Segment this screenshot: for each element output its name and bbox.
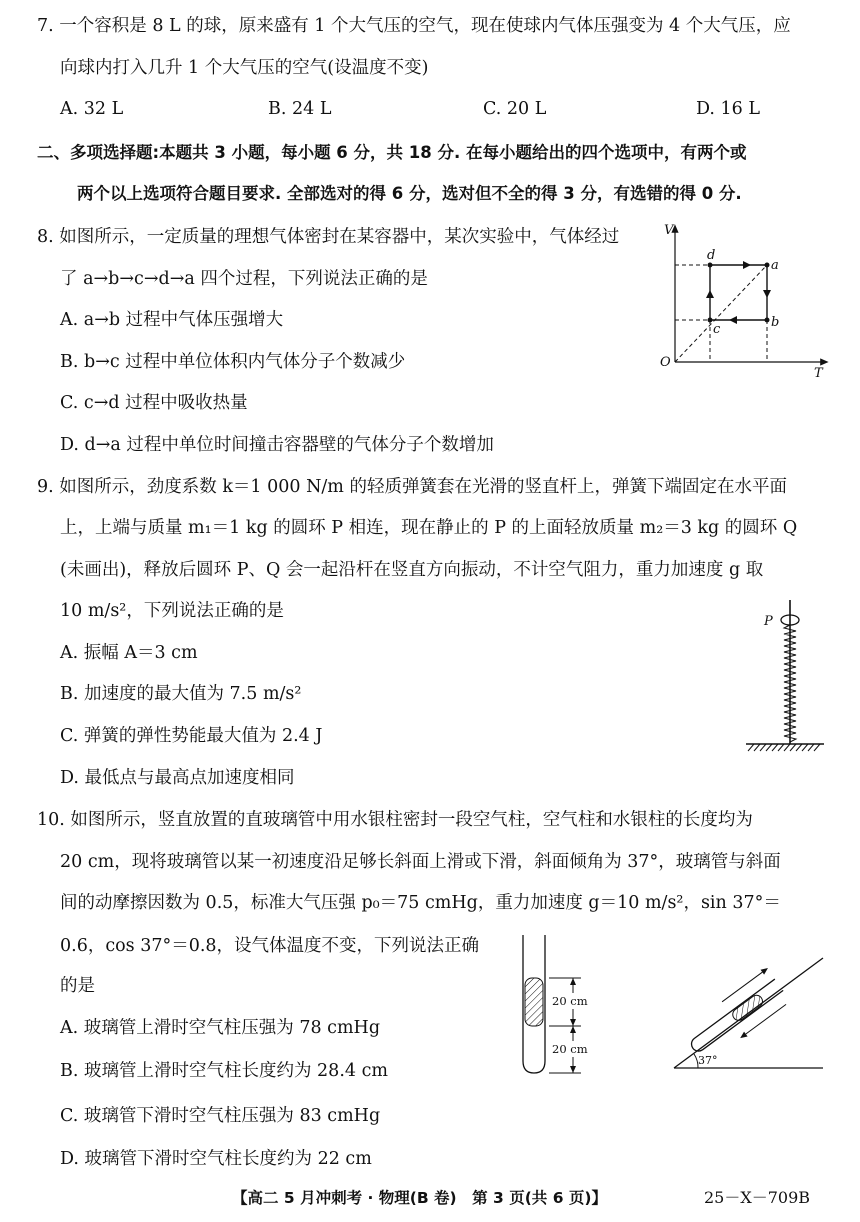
q10-stem-line3: 间的动摩擦因数为 0.5，标准大气压强 p₀＝75 cmHg，重力加速度 g＝10 m/s²，sin 37°＝ — [60, 893, 781, 913]
q9-option-c: C. 弹簧的弹性势能最大值为 2.4 J — [60, 726, 323, 746]
mercury-length-label: 20 cm — [552, 994, 588, 1008]
q10-stem-line5: 的是 — [60, 976, 95, 996]
point-d-label: d — [707, 248, 716, 263]
exam-code: 25－X－709B — [704, 1188, 811, 1207]
air-length-label: 20 cm — [552, 1042, 588, 1056]
q7-stem-line1: 7. 一个容积是 8 L 的球，原来盛有 1 个大气压的空气，现在使球内气体压强变为 4 个大气压，应 — [37, 16, 791, 36]
q10-option-b: B. 玻璃管上滑时空气柱长度约为 28.4 cm — [60, 1061, 388, 1081]
q9-stem-line4: 10 m/s²，下列说法正确的是 — [60, 601, 284, 621]
section2-header-line1: 二、多项选择题:本题共 3 小题，每小题 6 分，共 18 分. 在每小题给出的四个选项中，有两个或 — [37, 143, 747, 162]
q9-stem-line3: (未画出)，释放后圆环 P、Q 会一起沿杆在竖直方向振动，不计空气阻力，重力加速度 g 取 — [60, 560, 764, 580]
q10-incline-figure — [668, 940, 828, 1072]
q9-option-d: D. 最低点与最高点加速度相同 — [60, 768, 295, 788]
q8-option-b: B. b→c 过程中单位体积内气体分子个数减少 — [60, 352, 406, 372]
incline-angle-label: 37° — [698, 1054, 718, 1067]
q10-option-a: A. 玻璃管上滑时空气柱压强为 78 cmHg — [60, 1018, 381, 1038]
q7-option-a: A. 32 L — [60, 99, 124, 119]
ring-p-label: P — [764, 614, 773, 629]
q8-option-c: C. c→d 过程中吸收热量 — [60, 393, 248, 413]
point-c-label: c — [713, 322, 721, 337]
q7-option-c: C. 20 L — [483, 99, 547, 119]
point-a-label: a — [771, 258, 779, 273]
q10-option-c: C. 玻璃管下滑时空气柱压强为 83 cmHg — [60, 1106, 381, 1126]
point-b-label: b — [771, 315, 780, 330]
q8-option-a: A. a→b 过程中气体压强增大 — [60, 310, 284, 330]
q10-stem-line2: 20 cm，现将玻璃管以某一初速度沿足够长斜面上滑或下滑，斜面倾角为 37°，玻璃管与斜面 — [60, 852, 781, 872]
q9-option-b: B. 加速度的最大值为 7.5 m/s² — [60, 684, 302, 704]
q8-option-d: D. d→a 过程中单位时间撞击容器壁的气体分子个数增加 — [60, 435, 494, 455]
q9-spring-figure — [742, 600, 828, 755]
q8-vt-graph — [655, 220, 830, 380]
q7-option-d: D. 16 L — [696, 99, 760, 119]
q7-stem-line2: 向球内打入几升 1 个大气压的空气(设温度不变) — [60, 58, 429, 78]
axis-t-label: T — [814, 366, 823, 380]
q9-option-a: A. 振幅 A＝3 cm — [60, 643, 198, 663]
q9-stem-line1: 9. 如图所示，劲度系数 k＝1 000 N/m 的轻质弹簧套在光滑的竖直杆上，弹簧下端固定在水平面 — [37, 477, 787, 497]
q10-vertical-tube-figure — [515, 933, 605, 1078]
section2-header-line2: 两个以上选项符合题目要求. 全部选对的得 6 分，选对但不全的得 3 分，有选错的得 0 分. — [77, 184, 742, 203]
q10-option-d: D. 玻璃管下滑时空气柱长度约为 22 cm — [60, 1149, 372, 1169]
q10-stem-line1: 10. 如图所示，竖直放置的直玻璃管中用水银柱密封一段空气柱，空气柱和水银柱的长度均为 — [37, 810, 753, 830]
q8-stem-line1: 8. 如图所示，一定质量的理想气体密封在某容器中，某次实验中，气体经过 — [37, 227, 620, 247]
q9-stem-line2: 上，上端与质量 m₁＝1 kg 的圆环 P 相连，现在静止的 P 的上面轻放质量 m₂＝3 kg 的圆环 Q — [60, 518, 798, 538]
origin-label: O — [660, 355, 671, 370]
q7-option-b: B. 24 L — [268, 99, 332, 119]
q10-stem-line4: 0.6，cos 37°＝0.8，设气体温度不变，下列说法正确 — [60, 936, 480, 956]
q8-stem-line2: 了 a→b→c→d→a 四个过程，下列说法正确的是 — [60, 269, 428, 289]
page-footer: 【高二 5 月冲刺考 · 物理(B 卷) 第 3 页(共 6 页)】 — [232, 1189, 607, 1207]
axis-v-label: V — [664, 223, 674, 238]
